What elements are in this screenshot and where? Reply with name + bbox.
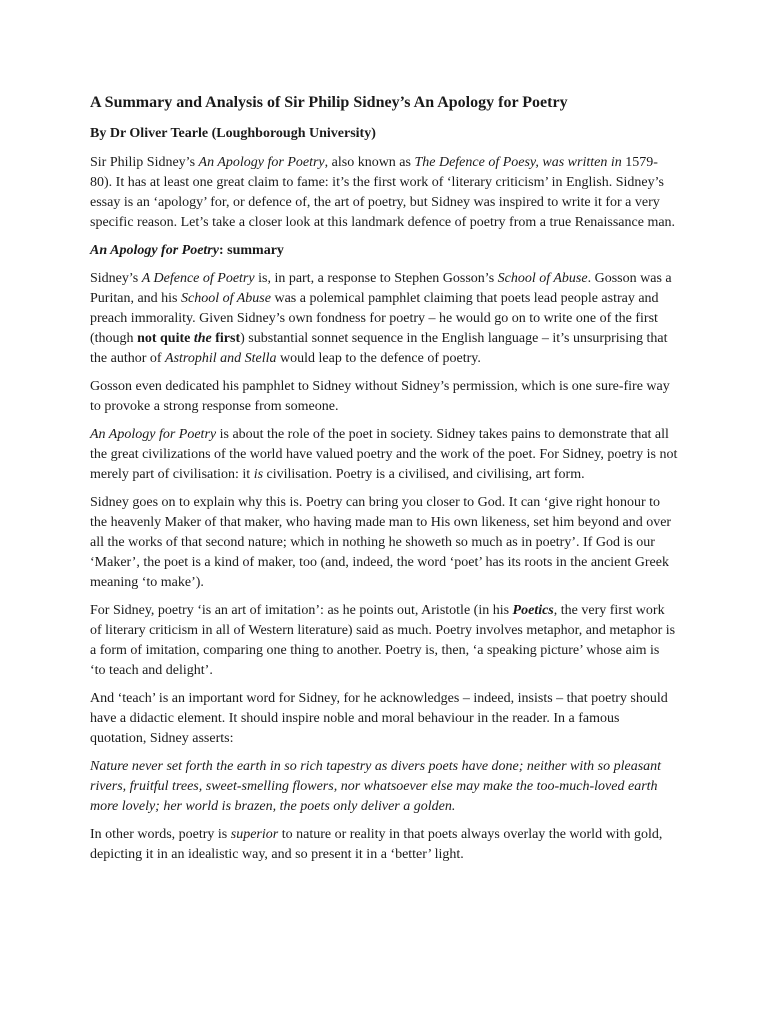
paragraph-text: is, in part, a response to Stephen Gosson’s xyxy=(254,271,498,286)
article-byline: By Dr Oliver Tearle (Loughborough University) xyxy=(90,126,376,141)
paragraph-text: would leap to the defence of poetry. xyxy=(276,351,481,366)
document-page xyxy=(90,92,678,873)
emphasis-text: first xyxy=(211,331,241,346)
section-heading xyxy=(90,241,678,261)
section-heading-text: : summary xyxy=(218,243,284,258)
paragraph-gosson-response xyxy=(90,269,678,369)
paragraph-text: to nature or reality in that poets always overlay the world with gold, depicting it in an idealistic way, and so present it in a ‘better’ light. xyxy=(90,827,663,862)
paragraph-dedication: Gosson even dedicated his pamphlet to Sidney without Sidney’s permission, which is one sure-fire way to provoke a strong response from someone. xyxy=(90,379,670,414)
article-title: A Summary and Analysis of Sir Philip Sidney’s An Apology for Poetry xyxy=(90,94,568,111)
emphasis-text: not quite xyxy=(137,331,194,346)
work-title: School of Abuse xyxy=(497,271,588,286)
work-title: A Defence of Poetry xyxy=(141,271,255,286)
work-title: School of Abuse xyxy=(181,291,271,306)
paragraph-teach: And ‘teach’ is an important word for Sidney, for he acknowledges – indeed, insists – that poetry should have a didactic element. It should inspire noble and moral behaviour in the reader. In a famous quotation, Sidney asserts: xyxy=(90,691,668,746)
emphasis-text: is xyxy=(253,467,264,482)
paragraph-in-other-words xyxy=(90,825,678,865)
work-title: Poetics xyxy=(512,603,554,618)
work-title: An Apology for Poetry xyxy=(198,155,325,170)
block-quote: Nature never set forth the earth in so rich tapestry as divers poets have done; neither with so pleasant rivers, fruitful trees, sweet-smelling flowers, nor whatsoever else may make the too-much-loved earth more lovely; her world is brazen, the poets only deliver a golden. xyxy=(90,759,662,814)
work-title: An Apology for Poetry xyxy=(90,427,217,442)
emphasis-text: the xyxy=(193,331,212,346)
paragraph-text: was a polemical pamphlet claiming that poets lead people astray and preach immorality. Given Sidney’s own fondness for poetry – he would go on to write one of the first (though xyxy=(90,291,659,346)
paragraph-text: . Gosson was a Puritan, and his xyxy=(90,271,672,306)
paragraph-text: civilisation. Poetry is a civilised, and civilising, art form. xyxy=(263,467,585,482)
paragraph-text: For Sidney, poetry ‘is an art of imitation’: as he points out, Aristotle (in his xyxy=(90,603,513,618)
section-heading-work-title: An Apology for Poetry xyxy=(90,243,219,258)
work-title: Astrophil and Stella xyxy=(165,351,277,366)
intro-text: 1579-80). It has at least one great claim to fame: it’s the first work of ‘literary criticism’ in English. Sidney’s essay is an ‘apology’ for, or defence of, the art of poetry, but Sidney was inspired to write it for a very specific reason. Let’s take a closer look at this landmark defence of poetry from a true Renaissance man. xyxy=(90,155,676,230)
intro-paragraph xyxy=(90,153,678,233)
paragraph-text: , the very first work of literary criticism in all of Western literature) said as much. Poetry involves metaphor, and metaphor is a form of imitation, comparing one thing to another. Poetry is, then, ‘a speaking picture’ whose aim is ‘to teach and delight’. xyxy=(90,603,676,678)
paragraph-closer-to-god: Sidney goes on to explain why this is. Poetry can bring you closer to God. It can ‘give right honour to the heavenly Maker of that maker, who having made man to His own likeness, set him beyond and over all the works of that second nature; which in nothing he showeth so much as in poetry’. If God is our ‘Maker’, the poet is a kind of maker, too (and, indeed, the word ‘poet’ has its roots in the ancient Greek meaning ‘to make’). xyxy=(90,495,672,590)
paragraph-role-of-poet xyxy=(90,425,678,485)
paragraph-text: Sidney’s xyxy=(90,271,142,286)
alt-work-title: The Defence of Poesy, was written in xyxy=(414,155,626,170)
intro-text: , also known as xyxy=(324,155,415,170)
paragraph-text: ) substantial sonnet sequence in the English language – it’s unsurprising that the author of xyxy=(90,331,668,366)
intro-text: Sir Philip Sidney’s xyxy=(90,155,199,170)
paragraph-text: In other words, poetry is xyxy=(90,827,231,842)
paragraph-art-of-imitation xyxy=(90,601,678,681)
paragraph-text: is about the role of the poet in society. Sidney takes pains to demonstrate that all the great civilizations of the world have valued poetry and the work of the poet. For Sidney, poetry is not merely part of civilisation: it xyxy=(90,427,678,482)
emphasis-text: superior xyxy=(230,827,279,842)
